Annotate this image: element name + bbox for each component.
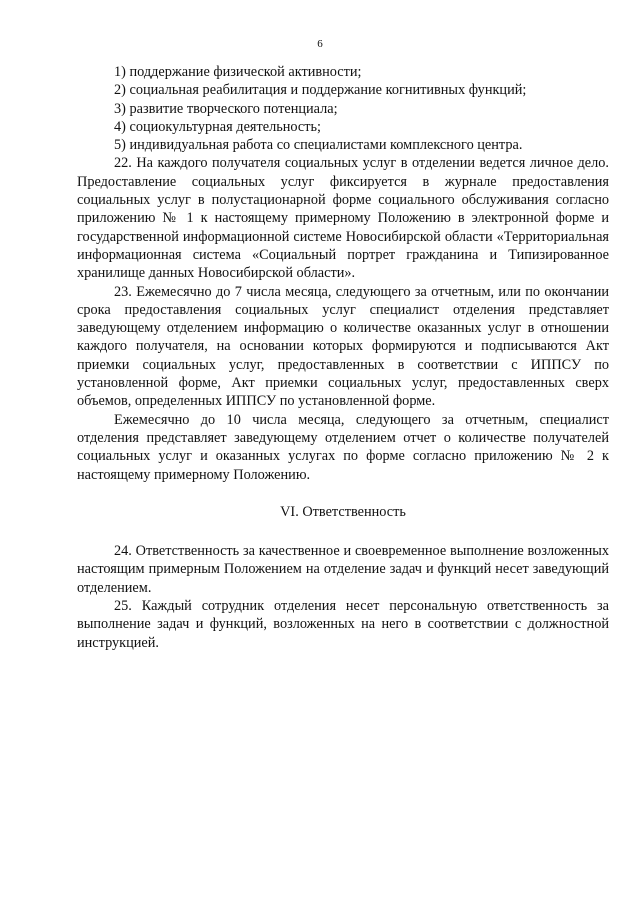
page-number: 6 [317, 38, 323, 50]
paragraph-22: 22. На каждого получателя социальных услуг в отделении ведется личное дело. Предоставление социальных услуг фиксируется в журнале предоставления социальных услуг в полустационарной форме социального обслуживания согласно приложению № 1 к настоящему примерному Положению в электронной форме и государственной информационной системе Новосибирской области «Территориальная информационная система «Социальный портрет гражданина и Типизированное хранилище данных Новосибирской области». [77, 155, 609, 282]
paragraph-25: 25. Каждый сотрудник отделения несет персональную ответственность за выполнение задач и функций, возложенных на него в соответствии с должностной инструкцией. [77, 598, 609, 651]
list-item: 3) развитие творческого потенциала; [114, 100, 338, 117]
paragraph-24: 24. Ответственность за качественное и своевременное выполнение возложенных настоящим примерным Положением на отделение задач и функций несет заведующий отделением. [77, 543, 609, 596]
section-heading: VI. Ответственность [280, 503, 406, 520]
list-item: 2) социальная реабилитация и поддержание когнитивных функций; [114, 82, 527, 99]
document-body [77, 63, 609, 652]
list-item: 1) поддержание физической активности; [114, 64, 362, 80]
list-item: 5) индивидуальная работа со специалистами комплексного центра. [114, 137, 523, 154]
paragraph-23: 23. Ежемесячно до 7 числа месяца, следующего за отчетным, или по окончании срока предоставления социальных услуг специалист отделения представляет заведующему отделением информацию о количестве оказанных услуг в отношении каждого получателя, на основании которых формируются и подписываются Акт приемки социальных услуг, предоставленных в соответствии с ИППСУ по установленной форме, Акт приемки социальных услуг, предоставленных сверх объемов, определенных ИППСУ по установленной форме. [77, 283, 609, 410]
paragraph-23-continuation: Ежемесячно до 10 числа месяца, следующего за отчетным, специалист отделения представляет заведующему отделением отчет о количестве получателей социальных услуг и оказанных услугах по форме согласно приложению № 2 к настоящему примерному Положению. [77, 411, 609, 483]
list-item: 4) социокультурная деятельность; [114, 118, 321, 135]
